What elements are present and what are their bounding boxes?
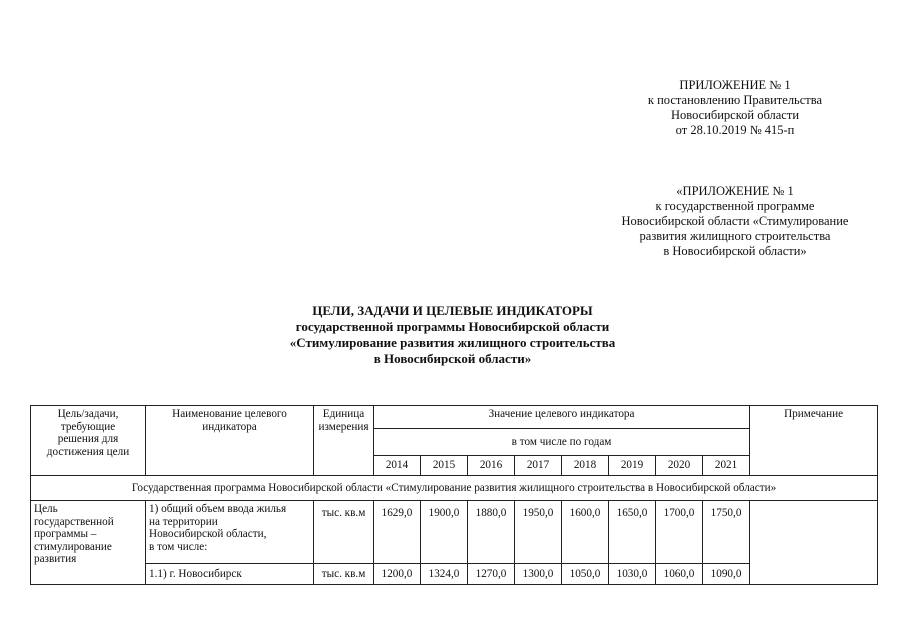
header-text: решения для: [57, 433, 119, 445]
value-cell: 1060,0: [656, 564, 703, 585]
stamp-line: к постановлению Правительства: [647, 93, 823, 107]
title-line: ЦЕЛИ, ЗАДАЧИ И ЦЕЛЕВЫЕ ИНДИКАТОРЫ: [312, 303, 593, 318]
header-text: требующие: [60, 420, 116, 433]
value-cell: 1700,0: [656, 501, 703, 564]
approval-stamp: [600, 78, 870, 138]
stamp-line: Новосибирской области «Стимулирование: [621, 214, 849, 228]
year-header: 2014: [374, 456, 421, 476]
program-stamp: [585, 184, 885, 259]
year-header: 2016: [468, 456, 515, 476]
value-cell: 1600,0: [562, 501, 609, 564]
value-cell: 1324,0: [421, 564, 468, 585]
stamp-line: в Новосибирской области»: [663, 244, 807, 258]
year-header: 2017: [515, 456, 562, 476]
indicator-cell: [146, 564, 314, 585]
header-by-years: в том числе по годам: [374, 429, 750, 456]
stamp-line: Новосибирской области: [670, 108, 800, 122]
cell-line: Новосибирской области,: [149, 528, 267, 540]
stamp-line: развития жилищного строительства: [639, 229, 831, 243]
year-header: 2019: [609, 456, 656, 476]
stamp-line: к государственной программе: [655, 199, 815, 213]
header-value: Значение целевого индикатора: [374, 406, 750, 429]
indicator-cell: [146, 501, 314, 564]
value-cell: 1030,0: [609, 564, 656, 585]
cell-line: стимулирование: [34, 540, 112, 553]
cell-line: Цель: [34, 503, 58, 515]
value-cell: 1200,0: [374, 564, 421, 585]
header-indicator: [146, 406, 314, 476]
cell-line: на территории: [149, 515, 218, 528]
stamp-line: ПРИЛОЖЕНИЕ № 1: [679, 78, 791, 92]
title-line: в Новосибирской области»: [373, 351, 532, 366]
header-text: достижения цели: [46, 445, 130, 458]
header-text: Единица: [322, 408, 365, 420]
value-cell: 1650,0: [609, 501, 656, 564]
value-cell: 1270,0: [468, 564, 515, 585]
year-header: 2020: [656, 456, 703, 476]
value-cell: 1750,0: [703, 501, 750, 564]
stamp-line: «ПРИЛОЖЕНИЕ № 1: [676, 184, 794, 198]
value-cell: 1300,0: [515, 564, 562, 585]
value-cell: 1090,0: [703, 564, 750, 585]
cell-line: развития: [34, 553, 77, 565]
cell-line: государственной: [34, 515, 114, 528]
value-cell: 1950,0: [515, 501, 562, 564]
header-text: Наименование целевого: [172, 408, 287, 420]
cell-line: 1.1) г. Новосибирск: [149, 567, 242, 580]
value-cell: 1050,0: [562, 564, 609, 585]
header-text: Цель/задачи,: [57, 408, 119, 420]
unit-cell: тыс. кв.м: [314, 564, 374, 585]
year-header: 2021: [703, 456, 750, 476]
header-note: Примечание: [750, 406, 878, 476]
value-cell: 1880,0: [468, 501, 515, 564]
header-goal: [31, 406, 146, 476]
indicators-table: [30, 405, 878, 585]
cell-line: 1) общий объем ввода жилья: [149, 503, 287, 515]
value-cell: 1900,0: [421, 501, 468, 564]
goal-cell: [31, 501, 146, 585]
year-header: 2015: [421, 456, 468, 476]
value-cell: 1629,0: [374, 501, 421, 564]
header-unit: [314, 406, 374, 476]
title-line: государственной программы Новосибирской области: [295, 319, 610, 334]
note-cell: [750, 501, 878, 585]
year-header: 2018: [562, 456, 609, 476]
stamp-line: от 28.10.2019 № 415-п: [675, 123, 795, 137]
cell-line: программы –: [34, 528, 97, 540]
header-text: измерения: [318, 420, 369, 433]
unit-cell: тыс. кв.м: [314, 501, 374, 564]
program-row: Государственная программа Новосибирской области «Стимулирование развития жилищного строительства в Новосибирской области»: [31, 476, 878, 501]
header-text: индикатора: [202, 420, 257, 433]
document-title: [150, 303, 755, 367]
table-row: [31, 501, 878, 564]
title-line: «Стимулирование развития жилищного строительства: [289, 335, 616, 350]
cell-line: в том числе:: [149, 540, 208, 553]
